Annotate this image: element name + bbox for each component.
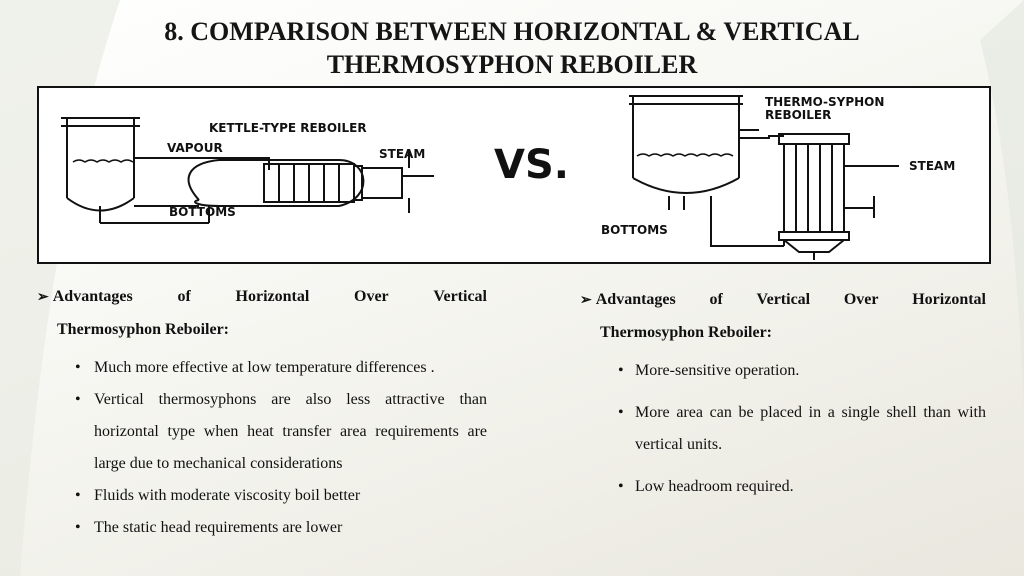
right-column (580, 284, 986, 503)
thermosyphon-title-line-2: REBOILER (765, 108, 832, 122)
right-heading-word: Advantages (595, 291, 676, 308)
right-heading-word: Over (843, 291, 879, 308)
left-heading-word: Vertical (433, 288, 487, 305)
arrow-bullet-icon: ➢ (580, 293, 592, 308)
right-heading-word: Horizontal (912, 291, 986, 308)
slide-title (60, 15, 964, 81)
list-item: • More area can be placed in a single shell than with vertical units. (580, 397, 986, 461)
left-heading-word: of (177, 288, 191, 305)
left-heading-word: Over (354, 288, 389, 305)
kettle-title-label: KETTLE-TYPE REBOILER (209, 121, 367, 135)
title-line-2: THERMOSYPHON REBOILER (326, 50, 698, 79)
left-heading-word: Horizontal (235, 288, 310, 305)
left-heading-line-2: Thermosyphon Reboiler: (57, 321, 229, 338)
right-heading-word: of (709, 291, 723, 308)
bottoms-left-label: BOTTOMS (169, 205, 236, 219)
thermosyphon-title-line-1: THERMO-SYPHON (765, 95, 885, 109)
vapour-label: VAPOUR (167, 141, 223, 155)
list-item: • Low headroom required. (580, 471, 986, 503)
steam-right-label: STEAM (909, 159, 956, 173)
steam-left-label: STEAM (379, 147, 426, 161)
right-heading-word: Vertical (756, 291, 811, 308)
arrow-bullet-icon: ➢ (37, 290, 49, 305)
right-heading (580, 284, 986, 349)
bottoms-right-label: BOTTOMS (601, 223, 668, 237)
list-item: • Vertical thermosyphons are also less attractive than horizontal type when heat transfer area requirements are large due to mechanical considerations (37, 384, 487, 480)
list-item: • Much more effective at low temperature differences . (37, 352, 487, 384)
list-item: • The static head requirements are lower (37, 512, 487, 544)
left-heading (37, 281, 487, 346)
right-heading-line-2: Thermosyphon Reboiler: (600, 324, 772, 341)
left-list (37, 352, 487, 544)
title-line-1: 8. COMPARISON BETWEEN HORIZONTAL & VERTICAL (164, 17, 860, 46)
list-item: • Fluids with moderate viscosity boil better (37, 480, 487, 512)
vs-label: VS. (494, 142, 569, 188)
left-column (37, 281, 487, 544)
left-heading-word: Advantages (52, 288, 133, 305)
thermosyphon-reboiler-drawing (629, 96, 899, 260)
right-list (580, 355, 986, 503)
reboiler-diagram (37, 86, 991, 264)
list-item: • More-sensitive operation. (580, 355, 986, 387)
